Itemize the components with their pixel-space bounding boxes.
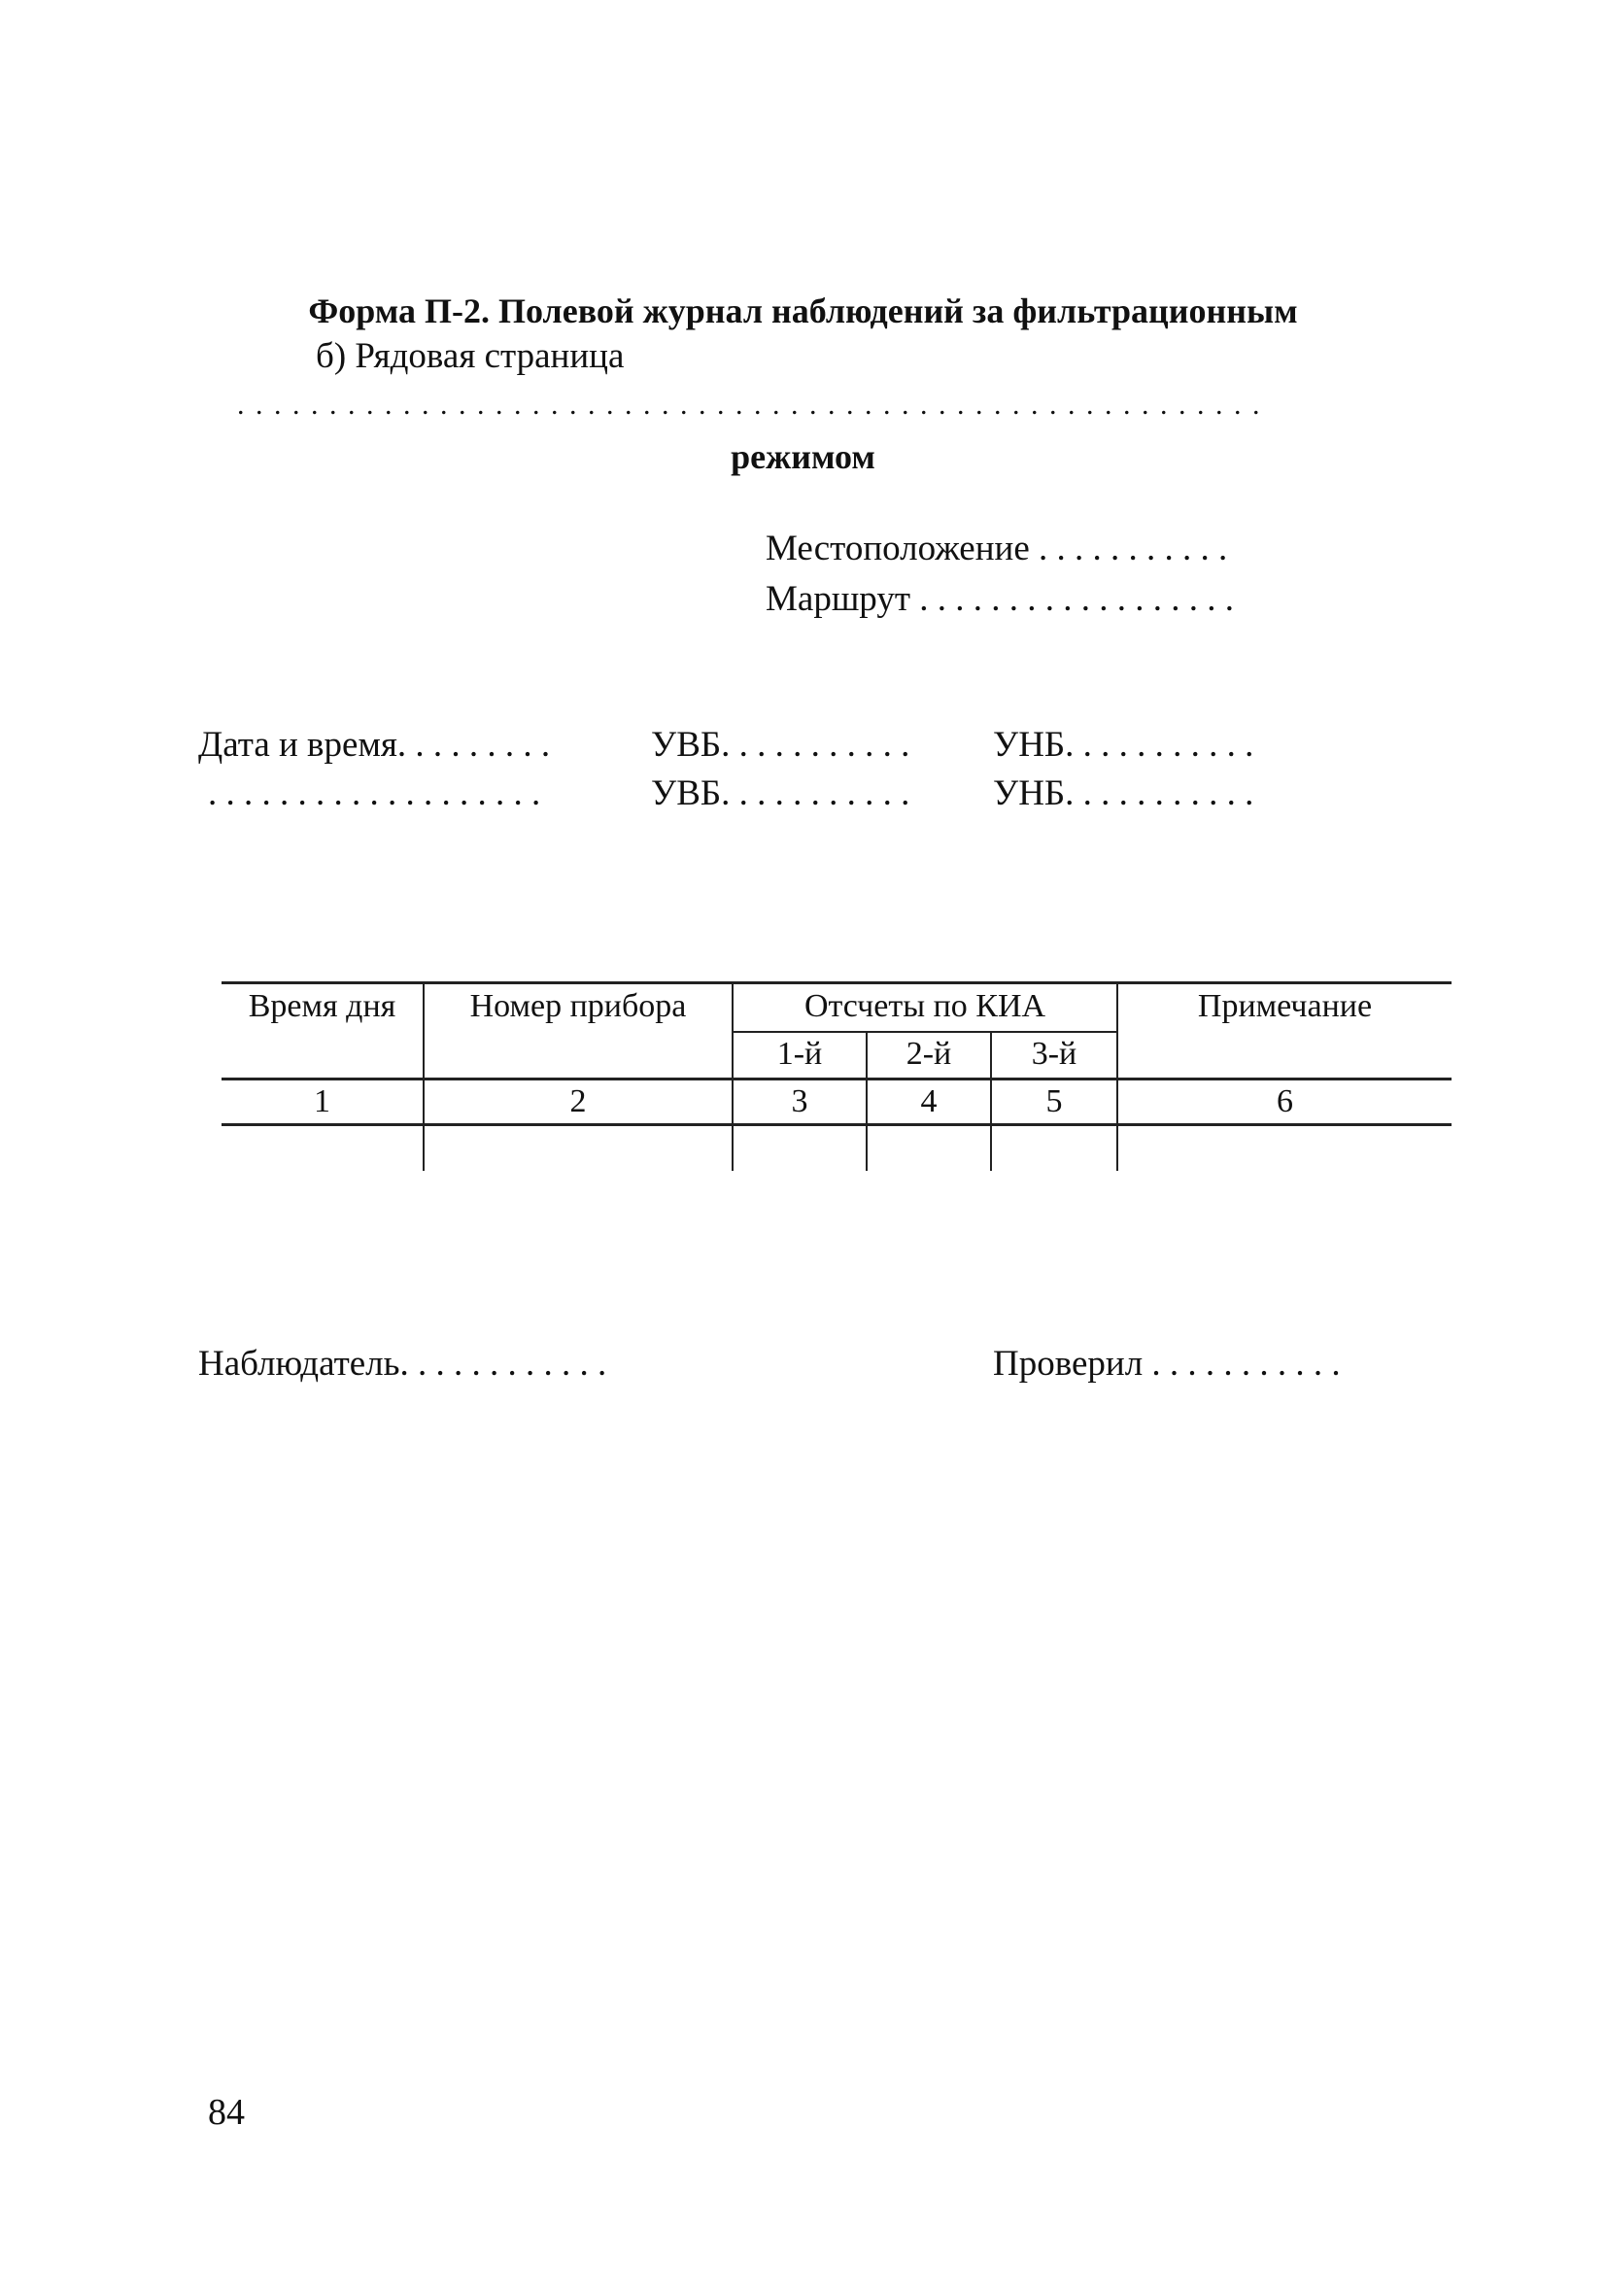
location-line [766, 528, 1227, 570]
unb-dots: . . . . . . . . . . . [1065, 725, 1254, 765]
blank-cell [733, 1125, 867, 1172]
date-dots: . . . . . . . . . [396, 725, 551, 765]
date-label: Дата и время [198, 725, 397, 765]
observer-dots: . . . . . . . . . . . . [399, 1344, 607, 1384]
blank-cell [424, 1125, 733, 1172]
blank-cell [1117, 1125, 1452, 1172]
uvb-label: УВБ [651, 725, 722, 765]
header-sub2: 2-й [867, 1032, 991, 1079]
header-note: Примечание [1117, 983, 1452, 1079]
form-title [0, 189, 1606, 530]
subtitle: б) Рядовая страница [316, 336, 625, 376]
table-blank-row [222, 1125, 1452, 1172]
form-title-line2: режимом [731, 437, 875, 476]
location-dots: . . . . . . . . . . . [1029, 529, 1228, 568]
blank-cell [867, 1125, 991, 1172]
col-number: 6 [1117, 1079, 1452, 1125]
blank-cell [222, 1125, 424, 1172]
observer-label: Наблюдатель [198, 1344, 400, 1384]
uvb-dots: . . . . . . . . . . . [721, 725, 910, 765]
unb-field-2 [993, 772, 1253, 815]
date-field [198, 724, 550, 767]
page-number: 84 [208, 2092, 245, 2133]
unb-dots: . . . . . . . . . . . [1065, 773, 1254, 813]
header-device: Номер прибора [424, 983, 733, 1079]
col-number: 5 [991, 1079, 1117, 1125]
col-number: 4 [867, 1079, 991, 1125]
uvb-field-2 [651, 772, 909, 815]
header-sub1: 1-й [733, 1032, 867, 1079]
observer-field [198, 1343, 606, 1386]
uvb-field-1 [651, 724, 909, 767]
location-label: Местоположение [766, 529, 1030, 568]
unb-label: УНБ [993, 725, 1066, 765]
observation-table [222, 981, 1452, 1171]
checked-dots: . . . . . . . . . . . [1143, 1344, 1341, 1384]
uvb-dots: . . . . . . . . . . . [721, 773, 910, 813]
header-time: Время дня [222, 983, 424, 1079]
header-readings: Отсчеты по КИА [733, 983, 1117, 1033]
col-number: 1 [222, 1079, 424, 1125]
dotted-line: . . . . . . . . . . . . . . . . . . . . . . . . . . . . . . . . . . . . . . . . . . . . . . . . . . . . . . . . [237, 389, 1262, 421]
unb-field-1 [993, 724, 1253, 767]
uvb-label: УВБ [651, 773, 722, 813]
route-label: Маршрут [766, 579, 910, 619]
date-dots-row2: . . . . . . . . . . . . . . . . . . . [208, 773, 541, 813]
blank-cell [991, 1125, 1117, 1172]
col-number: 2 [424, 1079, 733, 1125]
route-dots: . . . . . . . . . . . . . . . . . . [910, 579, 1234, 619]
checked-label: Проверил [993, 1344, 1144, 1384]
route-line [766, 578, 1234, 621]
unb-label: УНБ [993, 773, 1066, 813]
header-sub3: 3-й [991, 1032, 1117, 1079]
col-number: 3 [733, 1079, 867, 1125]
table-number-row [222, 1079, 1452, 1125]
checked-field [993, 1343, 1341, 1386]
table-header-row [222, 983, 1452, 1033]
form-title-line1: Форма П-2. Полевой журнал наблюдений за фильтрационным [308, 291, 1298, 330]
